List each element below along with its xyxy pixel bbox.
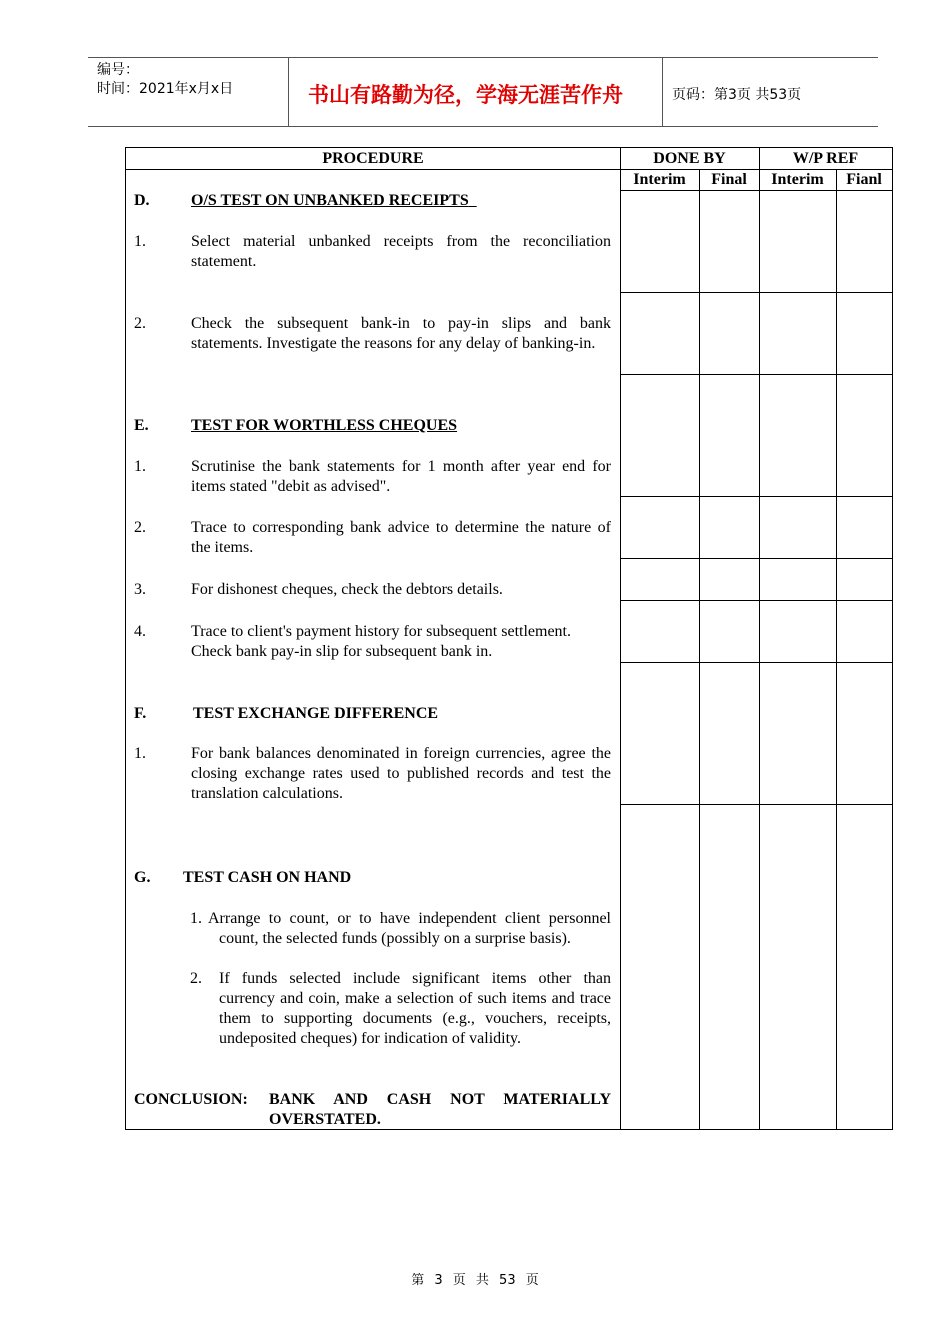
col-divider [836, 169, 837, 1130]
row-divider [620, 292, 892, 293]
page-header [88, 57, 878, 127]
row-divider [620, 496, 892, 497]
procedure-text: Check the subsequent bank-in to pay-in slips and bank statements. Investigate the reasons for any delay of banking-in. [191, 315, 611, 352]
header-meta [97, 61, 233, 99]
row-divider [620, 600, 892, 601]
procedure-text: Select material unbanked receipts from the reconciliation statement. [191, 233, 611, 270]
interim-subheader: Interim [771, 171, 824, 188]
page-footer: 第 3 页 共 53 页 [411, 1273, 539, 1288]
serial-label: 编号： [97, 62, 139, 78]
wp-ref-header: W/P REF [792, 150, 859, 167]
item-number: 1. [134, 458, 146, 475]
header-divider [288, 58, 289, 126]
section-f-letter: F. [134, 705, 147, 722]
section-e-title: TEST FOR WORTHLESS CHEQUES [191, 417, 458, 434]
item-number: 1. [134, 745, 146, 762]
procedure-text: Scrutinise the bank statements for 1 month after year end for items stated "debit as advised". [191, 458, 611, 495]
row-divider [620, 662, 892, 663]
procedure-text: Trace to client's payment history for subsequent settlement. Check bank pay-in slip for subsequent bank in. [191, 623, 571, 660]
col-divider [699, 169, 700, 1130]
conclusion-label: CONCLUSION: [134, 1091, 248, 1108]
final-subheader: Final [711, 171, 747, 188]
fianl-subheader: Fianl [846, 171, 882, 188]
section-g-letter: G. [134, 869, 151, 886]
item-number: 3. [134, 581, 146, 598]
interim-subheader: Interim [633, 171, 686, 188]
col-divider [759, 148, 760, 1130]
done-by-header: DONE BY [653, 150, 726, 167]
section-d-letter: D. [134, 192, 150, 209]
header-motto: 书山有路勤为径，学海无涯苦作舟 [308, 83, 623, 107]
procedure-text: For dishonest cheques, check the debtors details. [191, 581, 503, 598]
procedure-text: For bank balances denominated in foreign currencies, agree the closing exchange rates used to published records and test the translation calculations. [191, 745, 611, 802]
item-number: 2. [190, 970, 202, 987]
col-divider [620, 148, 621, 1130]
section-f-title: TEST EXCHANGE DIFFERENCE [193, 705, 439, 722]
header-page-number: 页码：第3页 共53页 [672, 87, 802, 103]
item-number: 4. [134, 623, 146, 640]
item-number: 2. [134, 519, 146, 536]
section-d-title: O/S TEST ON UNBANKED RECEIPTS [191, 192, 469, 209]
procedure-text: Arrange to count, or to have independent client personnel count, the selected funds (possibly on a surprise basis). [208, 910, 611, 947]
row-divider [620, 190, 892, 191]
conclusion-text: BANK AND CASH NOT MATERIALLY OVERSTATED. [269, 1091, 611, 1128]
row-divider [620, 804, 892, 805]
row-divider [620, 374, 892, 375]
row-divider [620, 558, 892, 559]
item-number: 1. [134, 233, 146, 250]
section-e-letter: E. [134, 417, 149, 434]
time-label: 时间：2021年x月x日 [97, 81, 234, 97]
procedure-text: If funds selected include significant items other than currency and coin, make a selection of such items and trace them to supporting documents (e.g., vouchers, receipts, undeposited cheques) for indication of validity. [219, 970, 611, 1047]
section-g-title: TEST CASH ON HAND [183, 869, 352, 886]
header-divider [662, 58, 663, 126]
item-number: 2. [134, 315, 146, 332]
item-number: 1. [190, 910, 202, 927]
procedure-header: PROCEDURE [322, 150, 424, 167]
procedure-text: Trace to corresponding bank advice to determine the nature of the items. [191, 519, 611, 556]
